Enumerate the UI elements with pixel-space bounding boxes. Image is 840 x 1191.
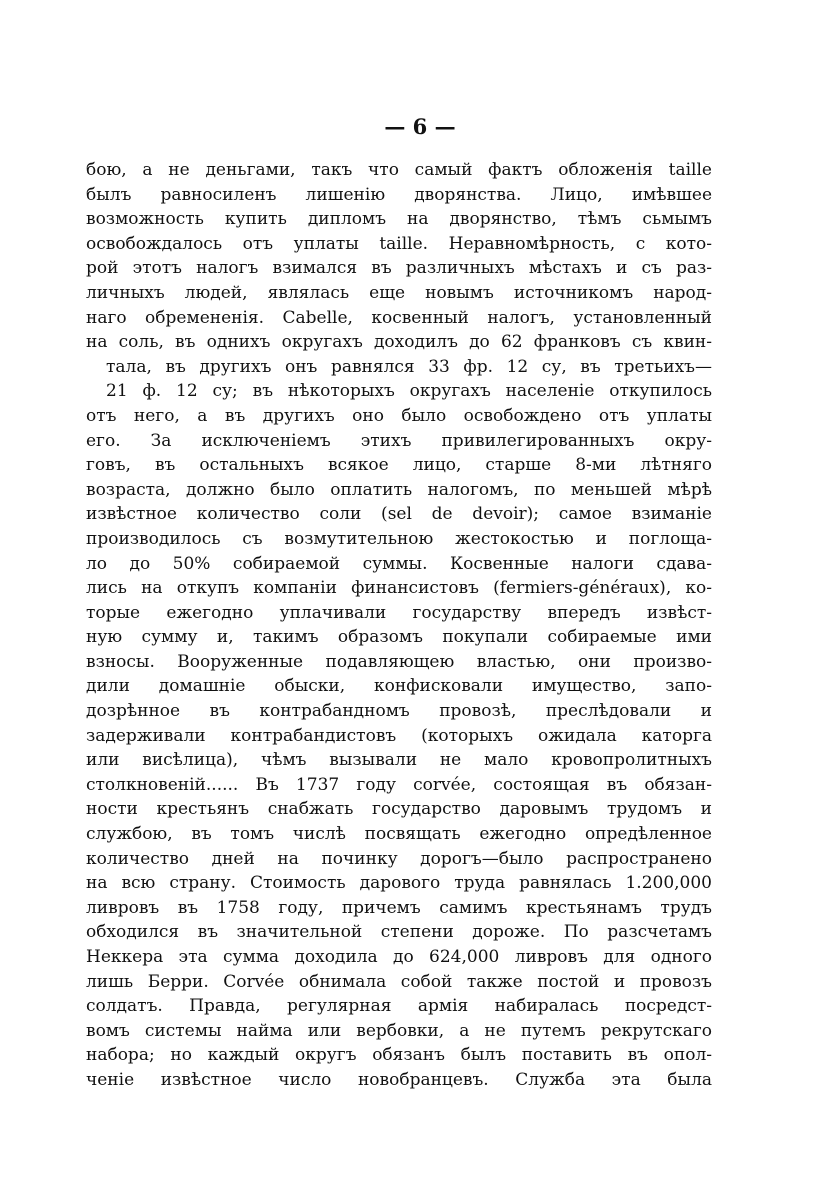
text-line: 21 ф. 12 су; въ нѣкоторыхъ округахъ населеніе откупилось: [106, 381, 712, 402]
text-line: тала, въ другихъ онъ равнялся 33 фр. 12 су, въ третьихъ—: [106, 356, 712, 377]
text-line: на соль, въ однихъ округахъ доходилъ до 62 франковъ съ квин-: [86, 332, 712, 353]
text-line: взносы. Вооруженные подавляющею властью, они произво-: [86, 651, 712, 672]
text-line: личныхъ людей, являлась еще новымъ источникомъ народ-: [86, 282, 712, 303]
text-line: наго обремененія. Cabelle, косвенный налогъ, установленный: [86, 307, 712, 328]
text-line: говъ, въ остальныхъ всякое лицо, старше 8-ми лѣтняго: [86, 455, 712, 476]
text-line: рой этотъ налогъ взимался въ различныхъ мѣстахъ и съ раз-: [86, 258, 712, 279]
page-number: — 6 —: [384, 114, 456, 139]
text-line: вомъ системы найма или вербовки, а не путемъ рекрутскаго: [86, 1020, 712, 1041]
text-line: ченіе извѣстное число новобранцевъ. Служба эта была: [86, 1069, 712, 1090]
text-line: ливровъ въ 1758 году, причемъ самимъ крестьянамъ трудъ: [86, 897, 712, 918]
text-line: торые ежегодно уплачивали государству впередъ извѣст-: [86, 602, 712, 623]
text-line: былъ равносиленъ лишенію дворянства. Лицо, имѣвшее: [86, 184, 712, 205]
text-body: [86, 158, 712, 1093]
text-line: производилось съ возмутительною жестокостью и поглоща-: [86, 528, 712, 549]
text-line: количество дней на починку дорогъ—было распространено: [86, 848, 712, 869]
text-line: освобождалось отъ уплаты taille. Неравномѣрность, с кото-: [86, 233, 712, 254]
text-line: дозрѣнное въ контрабандномъ провозѣ, преслѣдовали и: [86, 701, 712, 722]
text-line: лишь Берри. Corvée обнимала собой также постой и провозъ: [86, 971, 712, 992]
text-line: бою, а не деньгами, такъ что самый фактъ обложенія taille: [86, 160, 712, 180]
text-line: службою, въ томъ числѣ посвящать ежегодно опредѣленное: [86, 824, 712, 845]
text-line: возможность купить дипломъ на дворянство, тѣмъ сьмымъ: [86, 209, 712, 230]
text-line: задерживали контрабандистовъ (которыхъ ожидала каторга: [86, 725, 712, 746]
text-line: ло до 50% собираемой суммы. Косвенные налоги сдава-: [86, 553, 712, 574]
text-line: дили домашніе обыски, конфисковали имущество, запо-: [86, 676, 712, 697]
text-line: или висѣлица), чѣмъ вызывали не мало кровопролитныхъ: [86, 750, 712, 771]
text-line: солдатъ. Правда, регулярная армія набиралась посредст-: [86, 996, 712, 1017]
text-line: Неккера эта сумма доходила до 624,000 ливровъ для одного: [86, 947, 712, 967]
text-line: на всю страну. Стоимость дарового труда равнялась 1.200,000: [86, 873, 712, 894]
text-line: ности крестьянъ снабжать государство даровымъ трудомъ и: [86, 799, 712, 820]
text-line: отъ него, а въ другихъ оно было освобождено отъ уплаты: [86, 405, 712, 426]
text-line: обходился въ значительной степени дороже. По разсчетамъ: [86, 922, 712, 943]
text-line: столкновеній...... Въ 1737 году corvée, состоящая въ обязан-: [86, 774, 712, 795]
text-line: ную сумму и, такимъ образомъ покупали собираемые ими: [86, 627, 712, 648]
text-line: его. За исключеніемъ этихъ привилегированныхъ окру-: [86, 430, 712, 451]
text-line: лись на откупъ компаніи финансистовъ (fermiers-généraux), ко-: [86, 578, 712, 599]
text-line: набора; но каждый округъ обязанъ былъ поставить въ опол-: [86, 1045, 712, 1066]
text-line: возраста, должно было оплатить налогомъ, по меньшей мѣрѣ: [86, 479, 712, 500]
text-line: извѣстное количество соли (sel de devoir); самое взиманіе: [86, 504, 712, 525]
